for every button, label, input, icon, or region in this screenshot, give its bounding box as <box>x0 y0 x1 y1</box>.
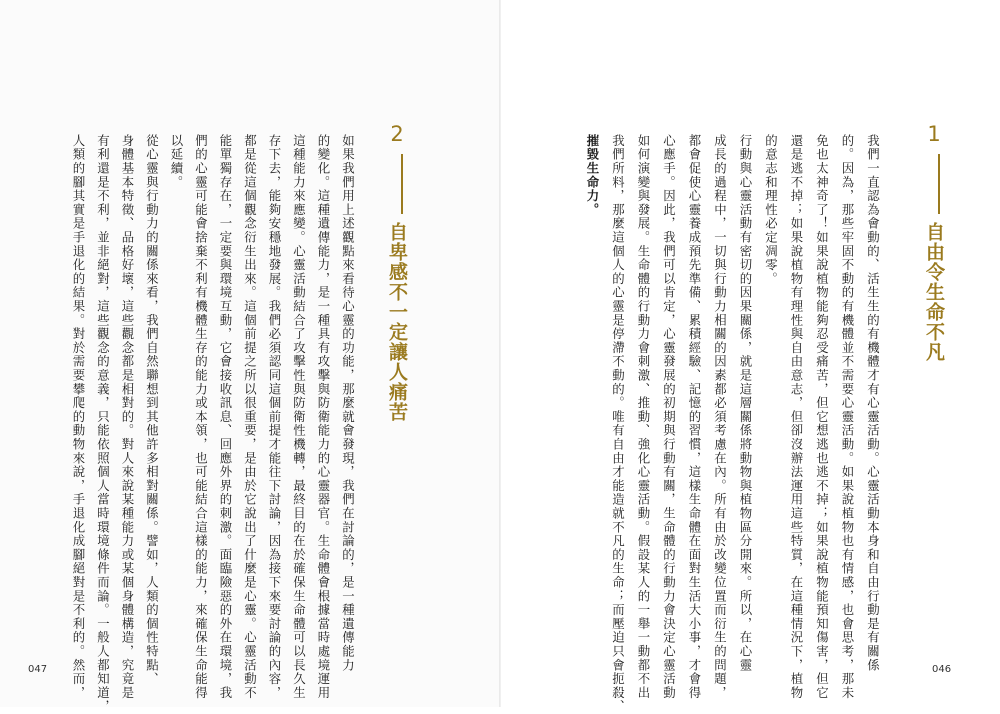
page-number-left: 047 <box>28 664 48 675</box>
text-column: 還是逃不掉；如果說植物有理性與自由意志，但卻沒辦法運用這些特質，在這種情況下，植物 <box>788 134 804 700</box>
section-title: 自由令生命不凡 <box>923 222 945 362</box>
section-heading-1 <box>923 122 944 362</box>
text-column: 成長的過程中，一切與行動力相關的因素都必須考慮在內。所有由於改變位置而衍生的問題， <box>712 134 728 700</box>
text-column: 以延續。 <box>168 134 184 190</box>
text-column: 人類的腳其實是手退化的結果。對於需要攀爬的動物來說，手退化成腳絕對是不利的。然而， <box>70 134 86 700</box>
text-column: 的。因為，那些牢固不動的有機體並不需要心靈活動。如果說植物也有情感，也會思考，那未 <box>839 134 855 700</box>
text-column: 存下去，能夠安穩地發展。我們必須認同這個前提才能往下討論，因為接下來要討論的內容， <box>266 134 282 700</box>
section-title: 自卑感不一定讓人痛苦 <box>386 222 408 422</box>
text-column: 這種能力來應變。心靈活動結合了攻擊性與防衛性機轉，最終目的在於確保生命體可以長久生 <box>291 134 307 700</box>
text-column: 身體基本特徵、品格好壞，這些觀念都是相對的。對人來說某種能力或某個身體構造，究竟是 <box>119 134 135 700</box>
text-column: 從心靈與行動力的關係來看，我們自然聯想到其他許多相對關係。譬如，人類的個性特點、 <box>144 134 160 686</box>
text-column: 都是從這個觀念衍生出來。這個前提之所以很重要，是由於它說出了什麼是心靈。心靈活動不 <box>242 134 258 700</box>
text-column: 有利還是不利，並非絕對，這些觀念的意義，只能依照個人當時環境條件而論。一般人都知道， <box>95 134 111 714</box>
text-column: 如果我們用上述觀點來看待心靈的功能，那麼就會發現，我們在討論的，是一種遺傳能力 <box>340 134 356 673</box>
page-number-right: 046 <box>932 664 952 675</box>
text-column: 的變化。這種遺傳能力，是一種具有攻擊與防衛能力的心靈器官。生命體會根據當時處境運用 <box>315 134 331 700</box>
section-heading-2 <box>386 122 407 422</box>
text-column: 能單獨存在，一定要與環境互動，它會接收訊息、回應外界的刺激。面臨險惡的外在環境，我 <box>217 134 233 700</box>
right-page <box>500 0 1000 714</box>
heading-rule <box>938 154 940 214</box>
text-column: 都會促使心靈養成預先準備、累積經驗、記憶的習慣，這樣生命體在面對生活大小事，才會得 <box>686 134 702 700</box>
book-gutter <box>499 0 501 707</box>
text-column: 如何演變與發展。生命體的行動力會刺激、推動、強化心靈活動。假設某人的一舉一動都不出 <box>635 134 651 700</box>
text-column: 摧毀生命力。 <box>584 134 600 217</box>
text-column: 我們一直認為會動的、活生生的有機體才有心靈活動。心靈活動本身和自由行動是有關係 <box>865 134 881 673</box>
section-number: 1 <box>922 122 946 146</box>
text-column: 心應手。因此，我們可以肯定，心靈發展的初期與行動有關，生命體的行動力會決定心靈活動 <box>661 134 677 700</box>
heading-rule <box>401 154 403 214</box>
text-column: 的意志和理性必定凋零。 <box>763 134 779 286</box>
text-column: 行動與心靈活動有密切的因果關係，就是這層關係將動物與植物區分開來。所以，在心靈 <box>737 134 753 673</box>
section-number: 2 <box>385 122 409 146</box>
text-column: 我們所料，那麼這個人的心靈是停滯不動的。唯有自由才能造就不凡的生命；而壓迫只會扼殺、 <box>610 134 626 714</box>
text-column: 免也太神奇了！如果說植物能夠忍受痛苦，但它想逃也逃不掉；如果說植物能預知傷害，但它 <box>814 134 830 700</box>
text-column: 們的心靈可能會捨棄不利有機體生存的能力或本領，也可能結合這樣的能力，來確保生命能得 <box>193 134 209 700</box>
